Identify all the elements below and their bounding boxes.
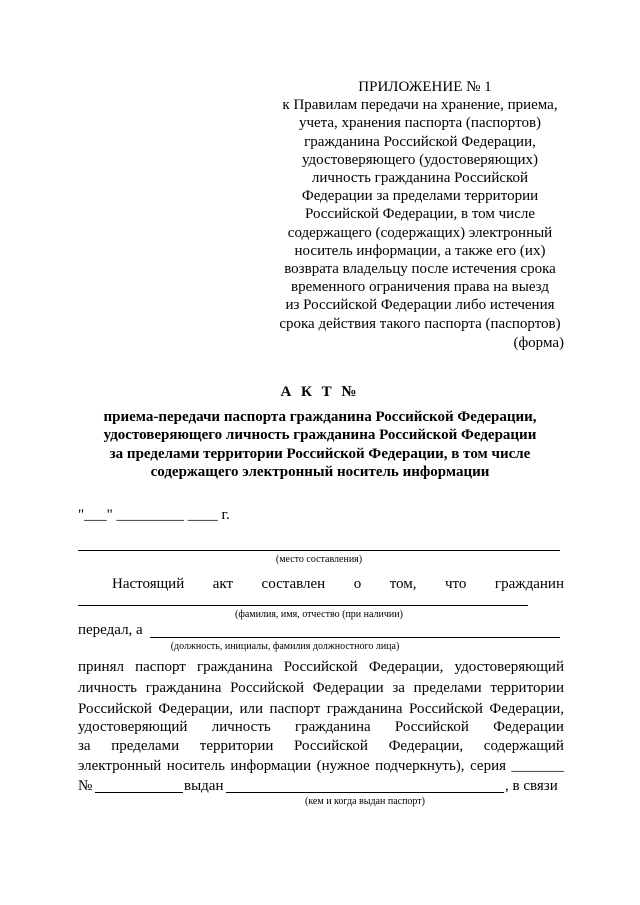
appendix-header — [270, 78, 570, 333]
appendix-line: к Правилам передачи на хранение, приема, — [282, 97, 558, 114]
body-row-a — [78, 719, 564, 736]
appendix-title: ПРИЛОЖЕНИЕ № 1 — [358, 79, 492, 95]
act-subtitle-line: содержащего электронный носитель информации — [150, 464, 490, 481]
appendix-line: срока действия такого паспорта (паспортов) — [279, 315, 561, 332]
body-word: пределами — [111, 738, 180, 754]
act-subtitle-line: удостоверяющего личность гражданина Российской Федерации — [103, 427, 537, 444]
body-row-1 — [112, 576, 564, 593]
fio-line — [78, 605, 528, 606]
in-connection-text: , в связи — [505, 778, 558, 794]
appendix-line: удостоверяющего (удостоверяющих) — [302, 151, 538, 168]
date-field: "___" _________ ____ г. — [78, 507, 230, 523]
body-word: что — [445, 576, 467, 592]
form-label: (форма) — [513, 335, 564, 351]
act-subtitle — [70, 408, 570, 482]
body-word: гражданина — [294, 719, 371, 735]
appendix-line: гражданина Российской Федерации, — [304, 133, 536, 150]
body-word: Федерации — [493, 719, 564, 735]
act-subtitle-line: приема-передачи паспорта гражданина Российской Федерации, — [103, 409, 537, 425]
appendix-line: носитель информации, а также его (их) — [294, 242, 546, 259]
appendix-line: Российской Федерации, в том числе — [304, 206, 536, 223]
body-para-line: личность гражданина Российской Федерации за пределами территории — [78, 680, 564, 696]
number-sign: № — [78, 778, 93, 794]
body-word: Федерации, — [388, 738, 464, 754]
place-line — [78, 550, 560, 551]
official-line — [150, 637, 560, 638]
act-title: А К Т № — [280, 384, 360, 400]
body-word: Российской — [294, 738, 368, 754]
body-para-line: Российской Федерации, или паспорт гражданина Российской Федерации, — [78, 701, 564, 717]
body-word: гражданин — [494, 576, 564, 592]
fio-caption: (фамилия, имя, отчество (при наличии) — [235, 609, 403, 620]
body-word: территории — [199, 738, 274, 754]
issued-by-line — [226, 792, 504, 793]
body-word: Российской — [394, 719, 469, 735]
appendix-line: содержащего (содержащих) электронный — [287, 224, 553, 241]
body-word: за — [78, 738, 91, 754]
series-line: электронный носитель информации (нужное подчеркнуть), серия _______ — [78, 758, 564, 774]
appendix-line: временного ограничения права на выезд — [291, 279, 549, 296]
body-word: удостоверяющий — [78, 719, 188, 735]
appendix-line: личность гражданина Российской — [311, 170, 529, 187]
official-caption: (должность, инициалы, фамилия должностного лица) — [170, 641, 400, 652]
body-word: том, — [389, 576, 417, 592]
place-caption: (место составления) — [275, 554, 363, 565]
appendix-line: Федерации за пределами территории — [301, 188, 539, 205]
body-para-line: принял паспорт гражданина Российской Федерации, удостоверяющий — [78, 659, 564, 675]
issued-by-caption: (кем и когда выдан паспорт) — [304, 796, 425, 807]
appendix-line: возврата владельцу после истечения срока — [284, 261, 556, 278]
body-word: о — [353, 576, 362, 592]
body-row-b — [78, 738, 564, 755]
act-subtitle-line: за пределами территории Российской Федерации, в том числе — [109, 445, 531, 462]
appendix-line: из Российской Федерации либо истечения — [285, 297, 555, 314]
body-word: личность — [211, 719, 271, 735]
number-line — [95, 792, 183, 793]
appendix-line: учета, хранения паспорта (паспортов) — [298, 115, 542, 132]
passed-to-label: передал, а — [78, 622, 143, 638]
body-word: составлен — [261, 576, 326, 592]
issued-label: выдан — [184, 778, 224, 794]
body-word: акт — [212, 576, 234, 592]
body-word: содержащий — [483, 738, 564, 754]
body-word: Настоящий — [112, 576, 185, 592]
